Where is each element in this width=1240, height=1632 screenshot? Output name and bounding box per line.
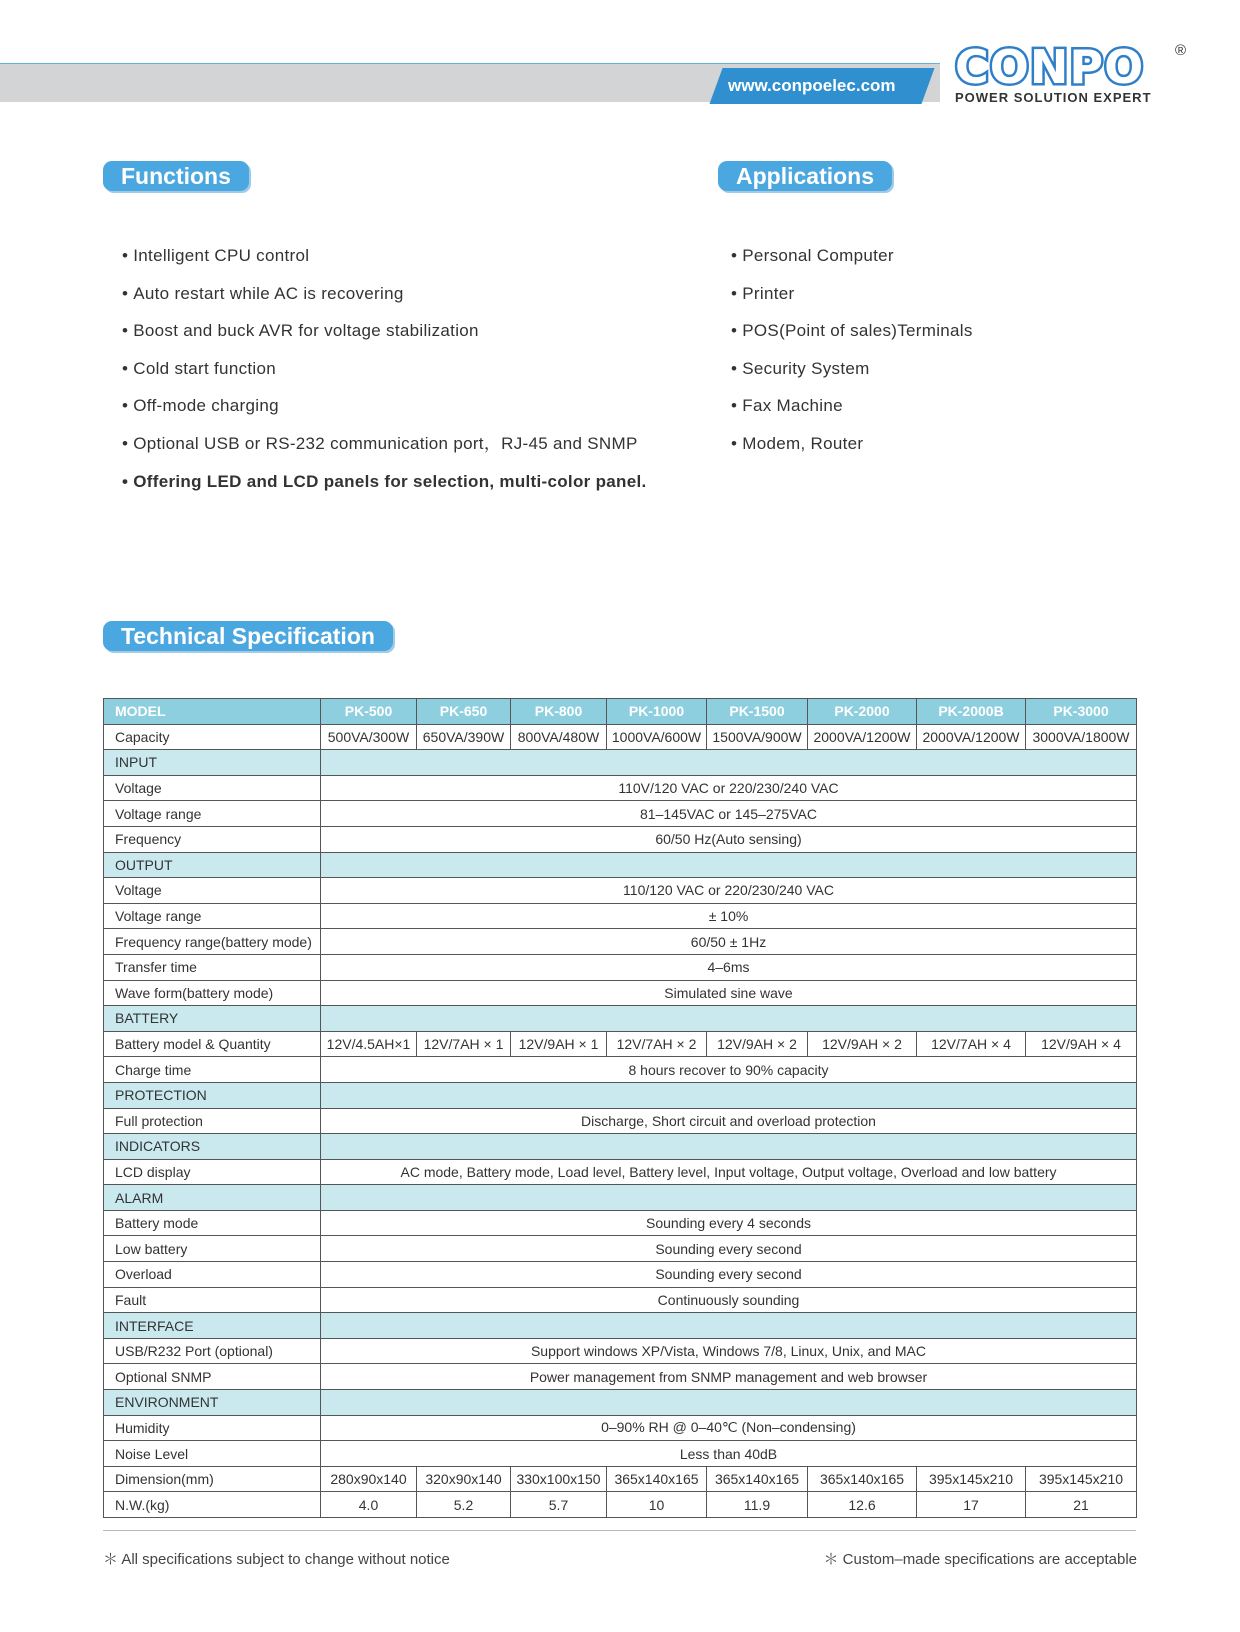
function-item: • Off-mode charging bbox=[122, 394, 702, 432]
spec-cell: 650VA/390W bbox=[417, 724, 511, 750]
model-header: PK-1000 bbox=[607, 699, 707, 725]
model-header: PK-2000 bbox=[808, 699, 917, 725]
spec-cell: 2000VA/1200W bbox=[808, 724, 917, 750]
spec-section-row bbox=[104, 1390, 1137, 1416]
row-label: Capacity bbox=[104, 724, 321, 750]
section-label: PROTECTION bbox=[104, 1082, 321, 1108]
spec-section-row bbox=[104, 1313, 1137, 1339]
spec-cell: 395x145x210 bbox=[917, 1466, 1026, 1492]
row-label: Voltage bbox=[104, 775, 321, 801]
spec-row bbox=[104, 954, 1137, 980]
function-item: • Cold start function bbox=[122, 357, 702, 395]
spec-cell: 12.6 bbox=[808, 1492, 917, 1518]
row-label: Optional SNMP bbox=[104, 1364, 321, 1390]
spec-cell: 17 bbox=[917, 1492, 1026, 1518]
spec-cell: 330x100x150 bbox=[511, 1466, 607, 1492]
spec-section-row bbox=[104, 1082, 1137, 1108]
spec-row bbox=[104, 775, 1137, 801]
spec-cell: 1000VA/600W bbox=[607, 724, 707, 750]
row-label: Voltage bbox=[104, 878, 321, 904]
spec-row bbox=[104, 903, 1137, 929]
row-label: LCD display bbox=[104, 1159, 321, 1185]
spec-row bbox=[104, 801, 1137, 827]
spec-value: 60/50 Hz(Auto sensing) bbox=[321, 826, 1137, 852]
spec-row bbox=[104, 1108, 1137, 1134]
spec-cell: 12V/9AH × 2 bbox=[707, 1031, 808, 1057]
function-item: • Intelligent CPU control bbox=[122, 244, 702, 282]
spec-row bbox=[104, 1415, 1137, 1441]
section-label: INTERFACE bbox=[104, 1313, 321, 1339]
spec-cell: 12V/9AH × 2 bbox=[808, 1031, 917, 1057]
row-label: Full protection bbox=[104, 1108, 321, 1134]
model-label: MODEL bbox=[104, 699, 321, 725]
footer-rule bbox=[103, 1530, 1136, 1531]
spec-value: Sounding every second bbox=[321, 1236, 1137, 1262]
spec-row bbox=[104, 1287, 1137, 1313]
spec-cell: 21 bbox=[1026, 1492, 1137, 1518]
applications-list bbox=[731, 244, 1131, 470]
row-label: N.W.(kg) bbox=[104, 1492, 321, 1518]
spec-cell: 800VA/480W bbox=[511, 724, 607, 750]
row-label: USB/R232 Port (optional) bbox=[104, 1338, 321, 1364]
model-header: PK-500 bbox=[321, 699, 417, 725]
application-item: • Fax Machine bbox=[731, 394, 1131, 432]
row-label: Low battery bbox=[104, 1236, 321, 1262]
section-fill bbox=[321, 1082, 1137, 1108]
logo-tagline: POWER SOLUTION EXPERT bbox=[955, 90, 1152, 105]
spec-section-row bbox=[104, 1185, 1137, 1211]
section-fill bbox=[321, 1313, 1137, 1339]
section-fill bbox=[321, 1185, 1137, 1211]
spec-row bbox=[104, 1466, 1137, 1492]
application-item: • Modem, Router bbox=[731, 432, 1131, 470]
spec-row bbox=[104, 980, 1137, 1006]
row-label: Transfer time bbox=[104, 954, 321, 980]
application-item: • Personal Computer bbox=[731, 244, 1131, 282]
section-label: INPUT bbox=[104, 750, 321, 776]
row-label: Overload bbox=[104, 1262, 321, 1288]
spec-row bbox=[104, 1364, 1137, 1390]
spec-header-row bbox=[104, 699, 1137, 725]
spec-cell: 365x140x165 bbox=[808, 1466, 917, 1492]
spec-value: Less than 40dB bbox=[321, 1441, 1137, 1467]
spec-section-row bbox=[104, 852, 1137, 878]
row-label: Wave form(battery mode) bbox=[104, 980, 321, 1006]
section-label: BATTERY bbox=[104, 1006, 321, 1032]
spec-value: 8 hours recover to 90% capacity bbox=[321, 1057, 1137, 1083]
spec-value: 4–6ms bbox=[321, 954, 1137, 980]
row-label: Charge time bbox=[104, 1057, 321, 1083]
spec-cell: 395x145x210 bbox=[1026, 1466, 1137, 1492]
functions-list bbox=[122, 244, 702, 507]
model-header: PK-3000 bbox=[1026, 699, 1137, 725]
spec-section-row bbox=[104, 1134, 1137, 1160]
row-label: Frequency range(battery mode) bbox=[104, 929, 321, 955]
applications-title: Applications bbox=[718, 161, 892, 191]
spec-value: Sounding every second bbox=[321, 1262, 1137, 1288]
section-fill bbox=[321, 852, 1137, 878]
spec-value: 0–90% RH @ 0–40℃ (Non–condensing) bbox=[321, 1415, 1137, 1441]
function-item: • Boost and buck AVR for voltage stabilization bbox=[122, 319, 702, 357]
spec-value: Simulated sine wave bbox=[321, 980, 1137, 1006]
spec-row bbox=[104, 1159, 1137, 1185]
spec-row bbox=[104, 1057, 1137, 1083]
spec-cell: 12V/7AH × 4 bbox=[917, 1031, 1026, 1057]
model-header: PK-800 bbox=[511, 699, 607, 725]
spec-cell: 12V/9AH × 1 bbox=[511, 1031, 607, 1057]
function-item: • Offering LED and LCD panels for selection, multi-color panel. bbox=[122, 470, 702, 508]
spec-table bbox=[103, 698, 1137, 1518]
model-header: PK-2000B bbox=[917, 699, 1026, 725]
row-label: Battery model & Quantity bbox=[104, 1031, 321, 1057]
section-label: ALARM bbox=[104, 1185, 321, 1211]
section-fill bbox=[321, 1134, 1137, 1160]
spec-cell: 320x90x140 bbox=[417, 1466, 511, 1492]
spec-value: 81–145VAC or 145–275VAC bbox=[321, 801, 1137, 827]
model-header: PK-650 bbox=[417, 699, 511, 725]
spec-cell: 12V/4.5AH×1 bbox=[321, 1031, 417, 1057]
application-item: • POS(Point of sales)Terminals bbox=[731, 319, 1131, 357]
application-item: • Printer bbox=[731, 282, 1131, 320]
section-fill bbox=[321, 1390, 1137, 1416]
spec-cell: 4.0 bbox=[321, 1492, 417, 1518]
spec-row bbox=[104, 1492, 1137, 1518]
row-label: Fault bbox=[104, 1287, 321, 1313]
spec-cell: 5.2 bbox=[417, 1492, 511, 1518]
spec-cell: 10 bbox=[607, 1492, 707, 1518]
spec-value: AC mode, Battery mode, Load level, Battery level, Input voltage, Output voltage, Overload and low battery bbox=[321, 1159, 1137, 1185]
functions-title: Functions bbox=[103, 161, 249, 191]
spec-row bbox=[104, 1262, 1137, 1288]
spec-value: Continuously sounding bbox=[321, 1287, 1137, 1313]
spec-row bbox=[104, 1441, 1137, 1467]
function-item: • Optional USB or RS-232 communication port，RJ-45 and SNMP bbox=[122, 432, 702, 470]
spec-cell: 5.7 bbox=[511, 1492, 607, 1518]
spec-cell: 1500VA/900W bbox=[707, 724, 808, 750]
spec-cell: 12V/7AH × 1 bbox=[417, 1031, 511, 1057]
spec-row bbox=[104, 1236, 1137, 1262]
row-label: Dimension(mm) bbox=[104, 1466, 321, 1492]
application-item: • Security System bbox=[731, 357, 1131, 395]
spec-row bbox=[104, 1210, 1137, 1236]
logo-wordmark: CONPO bbox=[955, 40, 1145, 94]
spec-row bbox=[104, 826, 1137, 852]
spec-row bbox=[104, 878, 1137, 904]
spec-cell: 3000VA/1800W bbox=[1026, 724, 1137, 750]
spec-row bbox=[104, 929, 1137, 955]
spec-cell: 11.9 bbox=[707, 1492, 808, 1518]
spec-value: 110/120 VAC or 220/230/240 VAC bbox=[321, 878, 1137, 904]
row-label: Humidity bbox=[104, 1415, 321, 1441]
spec-value: Power management from SNMP management and web browser bbox=[321, 1364, 1137, 1390]
row-label: Frequency bbox=[104, 826, 321, 852]
spec-value: Support windows XP/Vista, Windows 7/8, Linux, Unix, and MAC bbox=[321, 1338, 1137, 1364]
spec-row bbox=[104, 724, 1137, 750]
row-label: Voltage range bbox=[104, 801, 321, 827]
section-fill bbox=[321, 1006, 1137, 1032]
spec-cell: 12V/9AH × 4 bbox=[1026, 1031, 1137, 1057]
spec-cell: 365x140x165 bbox=[707, 1466, 808, 1492]
section-fill bbox=[321, 750, 1137, 776]
section-label: INDICATORS bbox=[104, 1134, 321, 1160]
spec-row bbox=[104, 1031, 1137, 1057]
spec-value: ± 10% bbox=[321, 903, 1137, 929]
website-url[interactable]: www.conpoelec.com bbox=[728, 76, 896, 95]
row-label: Battery mode bbox=[104, 1210, 321, 1236]
section-label: OUTPUT bbox=[104, 852, 321, 878]
spec-cell: 280x90x140 bbox=[321, 1466, 417, 1492]
spec-value: Sounding every 4 seconds bbox=[321, 1210, 1137, 1236]
row-label: Voltage range bbox=[104, 903, 321, 929]
model-header: PK-1500 bbox=[707, 699, 808, 725]
section-label: ENVIRONMENT bbox=[104, 1390, 321, 1416]
footer-note-left: ＊ All specifications subject to change without notice bbox=[103, 1551, 450, 1568]
footer-note-right: ＊ Custom–made specifications are acceptable bbox=[823, 1551, 1137, 1568]
spec-row bbox=[104, 1338, 1137, 1364]
spec-cell: 2000VA/1200W bbox=[917, 724, 1026, 750]
spec-cell: 365x140x165 bbox=[607, 1466, 707, 1492]
row-label: Noise Level bbox=[104, 1441, 321, 1467]
spec-section-row bbox=[104, 1006, 1137, 1032]
spec-body bbox=[104, 724, 1137, 1517]
spec-cell: 12V/7AH × 2 bbox=[607, 1031, 707, 1057]
spec-value: 60/50 ± 1Hz bbox=[321, 929, 1137, 955]
spec-cell: 500VA/300W bbox=[321, 724, 417, 750]
conpo-logo bbox=[955, 42, 1185, 105]
tech-spec-title: Technical Specification bbox=[103, 621, 393, 651]
spec-value: Discharge, Short circuit and overload protection bbox=[321, 1108, 1137, 1134]
function-item: • Auto restart while AC is recovering bbox=[122, 282, 702, 320]
registered-mark: ® bbox=[1175, 42, 1187, 59]
spec-section-row bbox=[104, 750, 1137, 776]
spec-value: 110V/120 VAC or 220/230/240 VAC bbox=[321, 775, 1137, 801]
